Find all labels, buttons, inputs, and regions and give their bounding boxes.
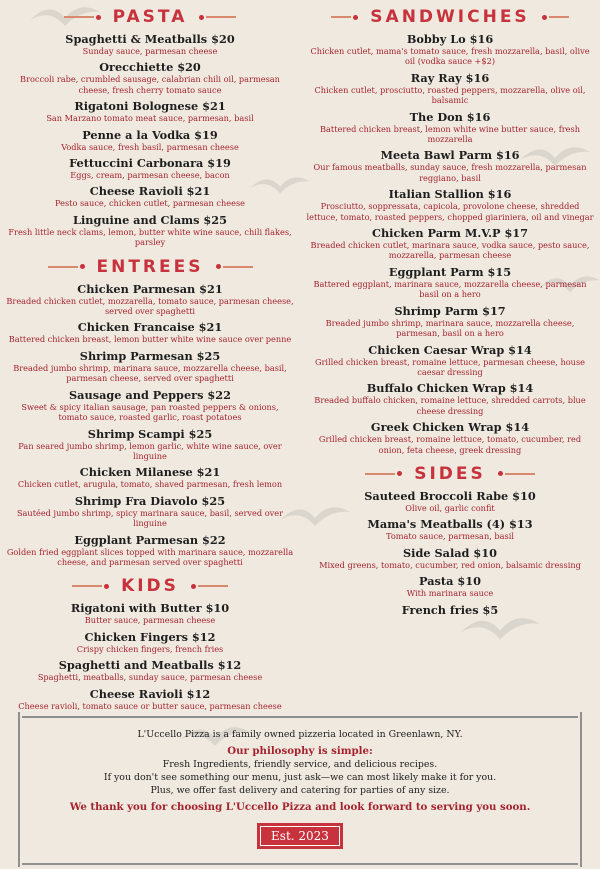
item-description: Cheese ravioli, tomato sauce or butter sauce, parmesan cheese <box>18 700 282 711</box>
sandwiches-section-header <box>300 6 600 28</box>
menu-item <box>300 71 600 106</box>
item-description: Olive oil, garlic confit <box>405 502 495 513</box>
item-name: Sausage and Peppers $22 <box>69 387 231 402</box>
menu-item <box>300 343 600 378</box>
menu-item <box>0 320 300 344</box>
menu-item <box>0 533 300 568</box>
item-name: Shrimp Parmesan $25 <box>79 348 221 363</box>
menu-item <box>300 603 600 617</box>
item-description: Spaghetti, meatballs, sunday sauce, parmesan cheese <box>37 672 263 683</box>
menu-item <box>300 265 600 300</box>
about-box <box>22 716 578 865</box>
item-description: Butter sauce, parmesan cheese <box>84 615 216 626</box>
item-name: Spaghetti & Meatballs $20 <box>65 32 235 46</box>
item-description: Breaded jumbo shrimp, marinara sauce, mozzarella cheese, parmesan, basil on a hero <box>325 317 575 339</box>
menu-item <box>300 489 600 513</box>
item-description: Eggs, cream, parmesan cheese, bacon <box>70 170 230 181</box>
entrees-list <box>0 282 300 568</box>
menu-item <box>0 427 300 462</box>
item-name: Chicken Caesar Wrap $14 <box>368 342 532 357</box>
item-description: Crispy chicken fingers, french fries <box>76 643 224 654</box>
item-description: Golden fried eggplant slices topped with marinara sauce, mozzarella cheese, and parmesan served over spaghetti <box>6 546 294 567</box>
item-name: Cheese Ravioli $12 <box>89 686 211 701</box>
item-description: With marinara sauce <box>406 588 494 599</box>
item-description: Sautéed jumbo shrimp, spicy marinara sauce, basil, served over linguine <box>16 507 284 529</box>
menu-item <box>300 304 600 339</box>
item-description: Broccoli rabe, crumbled sausage, calabrian chili oil, parmesan cheese, fresh cherry tomato sauce <box>20 74 280 95</box>
item-name: Meeta Bawl Parm $16 <box>380 148 520 163</box>
ornament-right <box>189 584 228 589</box>
entrees-title: ENTREES <box>96 256 204 277</box>
menu-item <box>300 226 600 261</box>
item-name: Ray Ray $16 <box>410 70 490 85</box>
item-description: Tomato sauce, parmesan, basil <box>386 531 514 542</box>
kids-title: KIDS <box>121 576 179 597</box>
item-name: Penne a la Vodka $19 <box>82 127 218 142</box>
ornament-left <box>48 264 87 269</box>
ornament-right <box>214 264 253 269</box>
item-name: Rigatoni Bolognese $21 <box>74 99 226 114</box>
item-name: Shrimp Scampi $25 <box>87 426 213 441</box>
philosophy-line: Plus, we offer fast delivery and catering for parties of any size. <box>150 785 450 796</box>
menu-item <box>0 32 300 56</box>
ornament-left <box>331 15 360 20</box>
item-description: Fresh little neck clams, lemon, butter white wine sauce, chili flakes, parsley <box>8 226 292 248</box>
item-description: Vodka sauce, fresh basil, parmesan cheese <box>61 141 239 152</box>
item-name: Pasta $10 <box>419 574 481 589</box>
sides-list <box>300 489 600 617</box>
menu-item <box>300 546 600 570</box>
menu-item <box>300 517 600 541</box>
menu-item <box>300 148 600 183</box>
ornament-right <box>496 471 535 476</box>
item-name: The Don $16 <box>409 109 491 124</box>
item-name: Sauteed Broccoli Rabe $10 <box>364 488 536 503</box>
item-description: Breaded chicken cutlet, mozzarella, tomato sauce, parmesan cheese, served over spaghetti <box>6 295 294 317</box>
kids-list <box>0 601 300 711</box>
menu-item <box>0 494 300 529</box>
item-name: Cheese Ravioli $21 <box>89 184 211 199</box>
menu-item <box>0 60 300 95</box>
item-name: Spaghetti and Meatballs $12 <box>58 658 242 673</box>
item-description: Pesto sauce, chicken cutlet, parmesan cheese <box>54 198 246 209</box>
menu-item <box>300 381 600 416</box>
item-name: Chicken Parm M.V.P $17 <box>371 226 529 241</box>
item-description: Breaded buffalo chicken, romaine lettuce, shredded carrots, blue cheese dressing <box>314 395 586 416</box>
item-description: Battered eggplant, marinara sauce, mozzarella cheese, parmesan basil on a hero <box>313 278 587 300</box>
item-description: Chicken cutlet, arugula, tomato, shaved parmesan, fresh lemon <box>17 479 283 490</box>
item-name: Rigatoni with Butter $10 <box>70 601 230 616</box>
item-name: Mama's Meatballs (4) $13 <box>367 517 533 532</box>
menu-item <box>0 128 300 152</box>
menu-item <box>300 32 600 67</box>
item-description: Our famous meatballs, sunday sauce, fresh mozzarella, parmesan reggiano, basil <box>313 162 587 183</box>
menu-item <box>0 630 300 654</box>
item-name: Italian Stallion $16 <box>388 187 512 202</box>
philosophy-line: If you don't see something our menu, just ask—we can most likely make it for you. <box>103 772 497 783</box>
item-name: Orecchiette $20 <box>99 60 201 75</box>
menu-item <box>0 184 300 208</box>
right-column <box>300 6 600 621</box>
item-description: San Marzano tomato meat sauce, parmesan, basil <box>46 113 254 124</box>
item-name: Chicken Parmesan $21 <box>77 281 223 296</box>
menu-item <box>0 213 300 248</box>
item-description: Chicken cutlet, mama's tomato sauce, fresh mozzarella, basil, olive oil (vodka sauce +$2) <box>310 46 590 67</box>
about-content <box>22 718 578 849</box>
sandwiches-list <box>300 32 600 455</box>
ornament-left <box>64 15 103 20</box>
item-name: Chicken Milanese $21 <box>79 465 221 480</box>
item-name: Buffalo Chicken Wrap $14 <box>366 381 534 396</box>
menu-item <box>0 282 300 317</box>
about-text: L'Uccello Pizza is a family owned pizzeria located in Greenlawn, NY. <box>137 729 463 740</box>
item-description: Breaded jumbo shrimp, marinara sauce, mozzarella cheese, basil, parmesan cheese, served over spaghetti <box>13 362 287 384</box>
entrees-section-header <box>0 256 300 278</box>
item-description: Sweet & spicy italian sausage, pan roasted peppers & onions, tomato sauce, roasted garlic, roast potatoes <box>21 401 279 423</box>
kids-section-header <box>0 575 300 597</box>
thanks-text: We thank you for choosing L'Uccello Pizza and look forward to serving you soon. <box>69 801 531 813</box>
item-name: Eggplant Parm $15 <box>388 264 512 279</box>
item-description: Pan seared jumbo shrimp, lemon garlic, white wine sauce, over linguine <box>18 440 282 461</box>
item-description: Sunday sauce, parmesan cheese <box>82 46 218 56</box>
item-name: Shrimp Parm $17 <box>394 303 506 318</box>
item-name: Side Salad $10 <box>403 545 497 560</box>
philosophy-title: Our philosophy is simple: <box>227 745 373 757</box>
established-badge: Est. 2023 <box>257 823 343 849</box>
item-name: Linguine and Clams $25 <box>73 212 227 227</box>
philosophy-line: Fresh Ingredients, friendly service, and delicious recipes. <box>162 759 438 770</box>
menu-item <box>300 187 600 222</box>
sides-title: SIDES <box>414 463 486 484</box>
item-name: Chicken Francaise $21 <box>77 320 223 335</box>
item-name: French fries $5 <box>401 602 499 617</box>
menu-item <box>0 465 300 489</box>
item-description: Battered chicken breast, lemon butter white wine sauce over penne <box>8 334 292 345</box>
sandwiches-title: SANDWICHES <box>370 7 530 27</box>
menu-item <box>0 156 300 180</box>
ornament-left <box>365 471 404 476</box>
menu-item <box>0 349 300 384</box>
item-description: Prosciutto, soppressata, capicola, provolone cheese, shredded lettuce, tomato, roasted peppers, chopped giariniera, oil and vinegar <box>306 201 594 222</box>
pasta-list <box>0 32 300 248</box>
menu-item <box>0 687 300 711</box>
item-name: Fettuccini Carbonara $19 <box>69 156 231 171</box>
item-name: Eggplant Parmesan $22 <box>74 532 226 547</box>
item-name: Chicken Fingers $12 <box>84 629 216 644</box>
item-description: Mixed greens, tomato, cucumber, red onion, balsamic dressing <box>319 559 581 570</box>
menu-item <box>0 601 300 625</box>
menu-item <box>0 658 300 682</box>
item-description: Battered chicken breast, lemon white wine butter sauce, fresh mozzarella <box>320 123 580 145</box>
item-description: Grilled chicken breast, romaine lettuce, tomato, cucumber, red onion, feta cheese, greek dressing <box>318 434 582 455</box>
item-name: Shrimp Fra Diavolo $25 <box>74 493 226 508</box>
ornament-right <box>197 15 236 20</box>
menu-item <box>300 420 600 455</box>
ornament-left <box>72 584 111 589</box>
ornament-right <box>540 15 569 20</box>
item-name: Greek Chicken Wrap $14 <box>370 420 530 435</box>
menu-item <box>0 99 300 123</box>
item-name: Bobby Lo $16 <box>406 32 494 46</box>
sides-section-header <box>300 463 600 485</box>
pasta-title: PASTA <box>112 7 188 27</box>
menu-item <box>0 388 300 423</box>
menu-item <box>300 574 600 598</box>
item-description: Breaded chicken cutlet, marinara sauce, vodka sauce, pesto sauce, mozzarella, parmesan cheese <box>310 240 590 261</box>
left-column <box>0 6 300 715</box>
item-description: Chicken cutlet, prosciutto, roasted peppers, mozzarella, olive oil, balsamic <box>314 84 586 106</box>
item-description: Grilled chicken breast, romaine lettuce, parmesan cheese, house caesar dressing <box>314 356 586 377</box>
menu-item <box>300 110 600 145</box>
pasta-section-header <box>0 6 300 28</box>
